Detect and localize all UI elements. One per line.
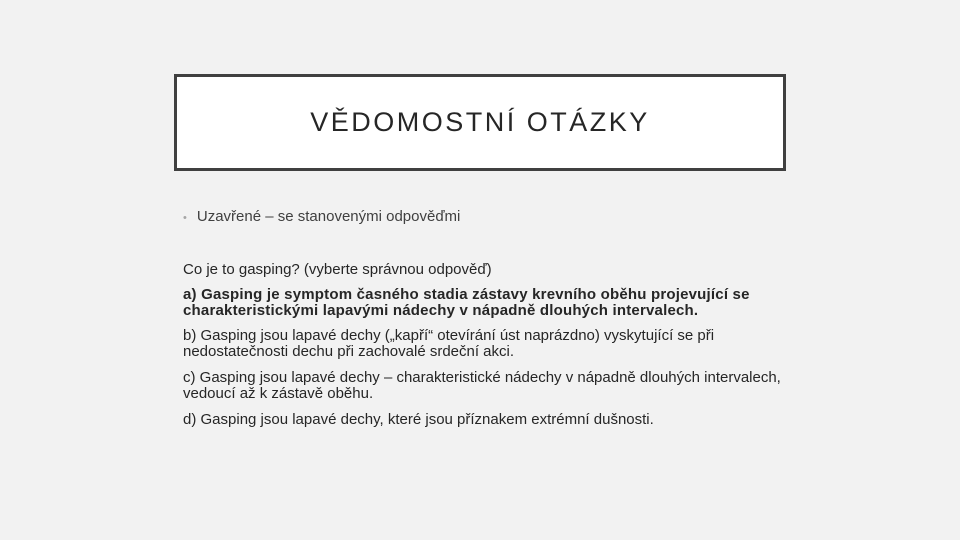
bullet-text: Uzavřené – se stanovenými odpověďmi	[196, 208, 461, 225]
question-text: Co je to gasping? (vyberte správnou odpověď)	[183, 261, 492, 278]
slide-content	[183, 208, 783, 438]
bullet-item	[183, 208, 783, 225]
answer-b: b) Gasping jsou lapavé dechy („kapří“ otevírání úst naprázdno) vyskytující se při nedostatečnosti dechu při zachovalé srdeční akci.	[183, 327, 715, 360]
answer-a: a) Gasping je symptom časného stadia zástavy krevního oběhu projevující se charakteristickými lapavými nádechy v nápadně dlouhých intervalech.	[183, 286, 750, 319]
title-box	[174, 74, 786, 171]
bullet-dot-icon: •	[183, 212, 187, 224]
answer-d: d) Gasping jsou lapavé dechy, které jsou příznakem extrémní dušnosti.	[183, 411, 654, 428]
answer-c: c) Gasping jsou lapavé dechy – charakteristické nádechy v nápadně dlouhých intervalech, vedoucí až k zástavě oběhu.	[183, 369, 781, 402]
slide-title: VĚDOMOSTNÍ OTÁZKY	[310, 107, 650, 137]
